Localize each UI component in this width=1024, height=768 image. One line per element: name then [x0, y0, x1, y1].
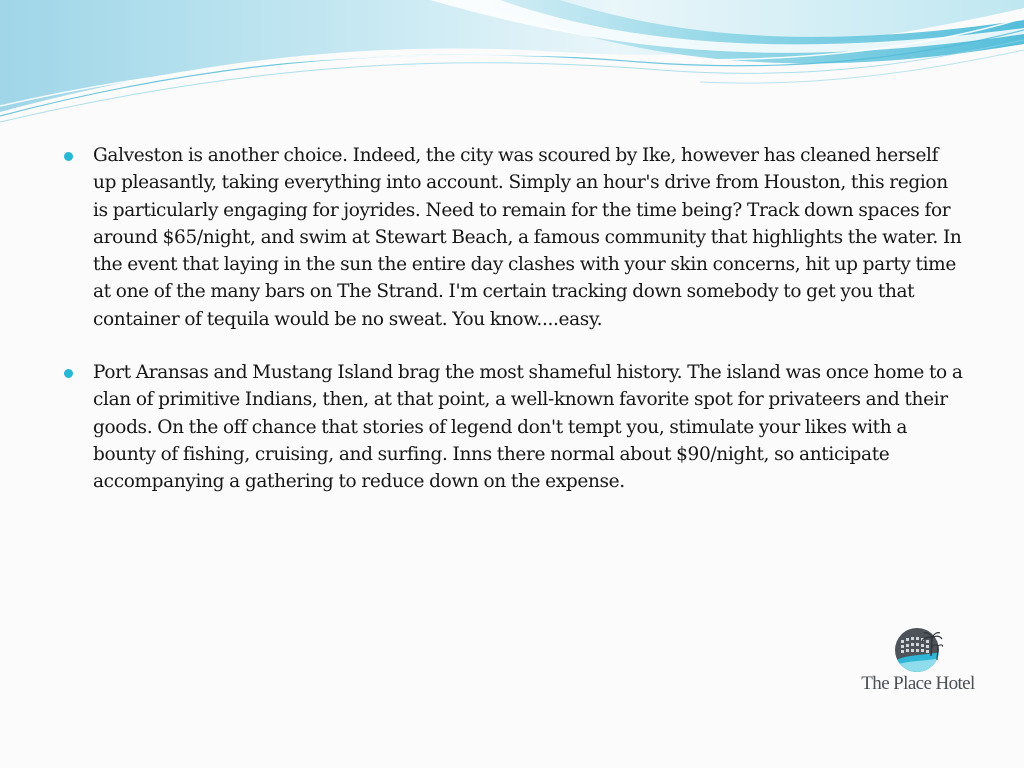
hotel-building-icon [891, 626, 943, 672]
bullet-dot [64, 152, 73, 161]
bullet-text: Galveston is another choice. Indeed, the city was scoured by Ike, however has cleaned herself up pleasantly, taking everything into account. Simply an hour's drive from Houston, this region is particularly engaging for joyrides. Need to remain for the time being? Track down spaces for around $65/night, and swim at Stewart Beach, a famous community that highlights the water. In the event that laying in the sun the entire day clashes with your skin concerns, hit up party time at one of the many bars on The Strand. I'm certain tracking down somebody to get you that container of tequila would be no sweat. You know....easy. [93, 145, 962, 330]
hotel-logo [848, 624, 988, 698]
bullet-item-galveston [64, 142, 964, 333]
bullet-text: Port Aransas and Mustang Island brag the most shameful history. The island was once home to a clan of primitive Indians, then, at that point, a well-known favorite spot for privateers and their goods. On the off chance that stories of legend don't tempt you, stimulate your likes with a bounty of fishing, cruising, and surfing. Inns there normal about $90/night, so anticipate accompanying a gathering to reduce down on the expense. [93, 362, 963, 493]
wave-header-decoration [0, 0, 1024, 130]
logo-text: The Place Hotel [861, 673, 975, 694]
slide-content [64, 142, 964, 522]
bullet-dot [64, 369, 73, 378]
bullet-item-port-aransas [64, 359, 964, 495]
bullet-list [64, 142, 964, 496]
